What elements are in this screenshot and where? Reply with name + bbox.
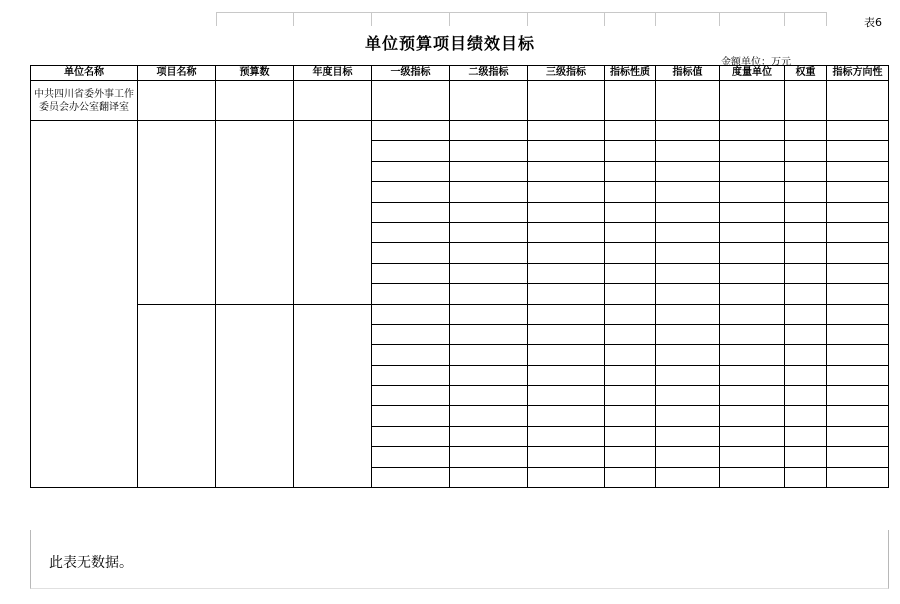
table-cell: [605, 304, 656, 324]
table-cell: [656, 263, 720, 283]
table-cell: [605, 467, 656, 487]
table-cell: [528, 365, 605, 385]
col-header: 指标值: [656, 66, 720, 81]
sheet-gridline: [604, 12, 605, 26]
table-cell: [528, 161, 605, 181]
table-cell: [656, 426, 720, 446]
table-cell: [216, 304, 294, 488]
table-cell: [31, 121, 138, 488]
table-cell: [827, 284, 889, 304]
amount-unit-note: 金额单位：万元: [721, 57, 791, 68]
table-cell: [827, 222, 889, 242]
table-cell: [720, 324, 785, 344]
table-cell: [827, 202, 889, 222]
table-cell: [827, 406, 889, 426]
table-cell: [605, 263, 656, 283]
table-cell: [450, 141, 528, 161]
table-cell: [656, 284, 720, 304]
table-cell: [450, 426, 528, 446]
table-cell: [720, 386, 785, 406]
header-row: [31, 66, 889, 81]
table-cell: [785, 467, 827, 487]
table-cell: [656, 243, 720, 263]
table-cell: [605, 365, 656, 385]
table-cell: [656, 386, 720, 406]
table-cell: [372, 81, 450, 121]
table-cell: [450, 182, 528, 202]
table-cell: [605, 447, 656, 467]
table-cell: [528, 182, 605, 202]
table-cell: [450, 386, 528, 406]
table-cell: [372, 284, 450, 304]
table-cell: [827, 182, 889, 202]
table-cell: [785, 284, 827, 304]
table-cell: [827, 345, 889, 365]
table-cell: [528, 467, 605, 487]
table-cell: [720, 182, 785, 202]
table-cell: [372, 447, 450, 467]
table-cell: [528, 81, 605, 121]
table-cell: [656, 304, 720, 324]
table-cell: [827, 447, 889, 467]
table-cell: [605, 81, 656, 121]
table-cell: [785, 426, 827, 446]
table-cell: [720, 467, 785, 487]
table-cell: [372, 426, 450, 446]
table-cell: [827, 263, 889, 283]
table-cell: [450, 284, 528, 304]
table-cell: [720, 202, 785, 222]
table-cell: [294, 81, 372, 121]
table-cell: [372, 406, 450, 426]
table-cell: [656, 406, 720, 426]
table-cell: [528, 386, 605, 406]
table-cell: [372, 182, 450, 202]
table-cell: [785, 161, 827, 181]
col-header: 单位名称: [31, 66, 138, 81]
table-cell: [605, 284, 656, 304]
indicator-row: [31, 304, 889, 324]
table-cell: [372, 141, 450, 161]
table-cell: [294, 121, 372, 305]
table-cell: [656, 447, 720, 467]
table-cell: [450, 467, 528, 487]
table-cell: [720, 222, 785, 242]
table-cell: [528, 426, 605, 446]
col-header: 项目名称: [138, 66, 216, 81]
table-body: [31, 81, 889, 488]
table-cell: [216, 121, 294, 305]
table-cell: [450, 324, 528, 344]
table-cell: [372, 263, 450, 283]
table-cell: [720, 447, 785, 467]
performance-target-table: [30, 65, 889, 488]
table-cell: [138, 81, 216, 121]
table-cell: [785, 141, 827, 161]
table-cell: [827, 304, 889, 324]
table-cell: [720, 263, 785, 283]
table-cell: [528, 263, 605, 283]
table-cell: [138, 304, 216, 488]
table-cell: [372, 386, 450, 406]
table-cell: [450, 161, 528, 181]
sheet-gridline: [449, 12, 450, 26]
table-cell: [785, 222, 827, 242]
table-cell: [372, 161, 450, 181]
table-cell: [827, 467, 889, 487]
table-cell: [656, 182, 720, 202]
table-cell: [294, 304, 372, 488]
table-cell: [138, 121, 216, 305]
table-cell: [827, 386, 889, 406]
table-cell: [450, 263, 528, 283]
table-cell: [785, 182, 827, 202]
table-cell: [827, 161, 889, 181]
table-cell: [720, 406, 785, 426]
indicator-row: [31, 121, 889, 141]
table-cell: [605, 141, 656, 161]
table-cell: [656, 202, 720, 222]
table-cell: [827, 243, 889, 263]
table-cell: [528, 345, 605, 365]
table-cell: [785, 81, 827, 121]
table-cell: [785, 202, 827, 222]
table-cell: [785, 386, 827, 406]
table-cell: [656, 161, 720, 181]
table-cell: [372, 202, 450, 222]
empty-table-note: 此表无数据。: [49, 555, 133, 571]
table-cell: [656, 141, 720, 161]
table-cell: [372, 243, 450, 263]
table-cell: [372, 365, 450, 385]
sheet-gridline: [784, 12, 785, 26]
col-header: 年度目标: [294, 66, 372, 81]
table-cell: [605, 345, 656, 365]
sheet-gridline: [527, 12, 528, 26]
table-cell: [528, 202, 605, 222]
table-cell: [605, 324, 656, 344]
table-cell: [605, 121, 656, 141]
table-cell: [720, 284, 785, 304]
table-cell: [785, 406, 827, 426]
note-area: [30, 530, 889, 589]
table-cell: [528, 284, 605, 304]
col-header: 度量单位: [720, 66, 785, 81]
table-cell: [827, 141, 889, 161]
table-cell: [720, 304, 785, 324]
table-cell: [785, 243, 827, 263]
table-cell: [528, 324, 605, 344]
table-cell: [656, 467, 720, 487]
col-header: 权重: [785, 66, 827, 81]
table-cell: [720, 161, 785, 181]
table-cell: [827, 426, 889, 446]
table-cell: [827, 121, 889, 141]
table-cell: [450, 222, 528, 242]
table-cell: [605, 222, 656, 242]
table-cell: [528, 304, 605, 324]
table-cell: [450, 243, 528, 263]
table-cell: [605, 426, 656, 446]
sheet-gridline: [216, 12, 826, 13]
table-cell: [216, 81, 294, 121]
table-cell: [450, 447, 528, 467]
table-cell: [656, 121, 720, 141]
table-cell: [372, 222, 450, 242]
page-title: 单位预算项目绩效目标: [364, 34, 535, 53]
table-cell: [605, 406, 656, 426]
table-cell: [720, 243, 785, 263]
table-cell: [450, 345, 528, 365]
table-cell: [372, 345, 450, 365]
table-cell: [720, 121, 785, 141]
col-header: 指标性质: [605, 66, 656, 81]
col-header: 一级指标: [372, 66, 450, 81]
col-header: 二级指标: [450, 66, 528, 81]
table-cell: [528, 447, 605, 467]
col-header: 指标方向性: [827, 66, 889, 81]
table-cell: [450, 365, 528, 385]
table-cell: [720, 365, 785, 385]
col-header: 三级指标: [528, 66, 605, 81]
table-cell: [785, 365, 827, 385]
table-cell: [605, 243, 656, 263]
table-cell: [656, 222, 720, 242]
table-cell: [720, 81, 785, 121]
table-cell: [827, 81, 889, 121]
sheet-gridline: [826, 12, 827, 26]
table-cell: [528, 406, 605, 426]
unit-row: [31, 81, 889, 121]
table-cell: [605, 386, 656, 406]
table-cell: [785, 304, 827, 324]
col-header: 预算数: [216, 66, 294, 81]
table-cell: [372, 121, 450, 141]
table-cell: [656, 345, 720, 365]
table-cell: [528, 243, 605, 263]
unit-name-cell: 中共四川省委外事工作委员会办公室翻译室: [31, 81, 138, 121]
table-cell: [656, 365, 720, 385]
table-cell: [372, 324, 450, 344]
table-cell: [605, 161, 656, 181]
table-cell: [785, 447, 827, 467]
table-cell: [450, 121, 528, 141]
sheet-gridline: [293, 12, 294, 26]
table-cell: [528, 141, 605, 161]
table-cell: [605, 182, 656, 202]
table-cell: [785, 121, 827, 141]
table-cell: [785, 263, 827, 283]
table-cell: [450, 304, 528, 324]
table-cell: [827, 365, 889, 385]
table-cell: [720, 141, 785, 161]
sheet-gridline: [719, 12, 720, 26]
table-cell: [656, 81, 720, 121]
table-cell: [528, 222, 605, 242]
sheet-gridline: [371, 12, 372, 26]
table-cell: [720, 345, 785, 365]
table-cell: [372, 304, 450, 324]
table-cell: [827, 324, 889, 344]
table-cell: [605, 202, 656, 222]
table-cell: [785, 324, 827, 344]
table-number: 表6: [864, 16, 882, 29]
table-cell: [372, 467, 450, 487]
table-cell: [656, 324, 720, 344]
sheet-gridline: [655, 12, 656, 26]
table-cell: [450, 81, 528, 121]
table-cell: [450, 406, 528, 426]
table-cell: [450, 202, 528, 222]
table-cell: [720, 426, 785, 446]
table-cell: [528, 121, 605, 141]
table-cell: [785, 345, 827, 365]
sheet-gridline: [216, 12, 217, 26]
